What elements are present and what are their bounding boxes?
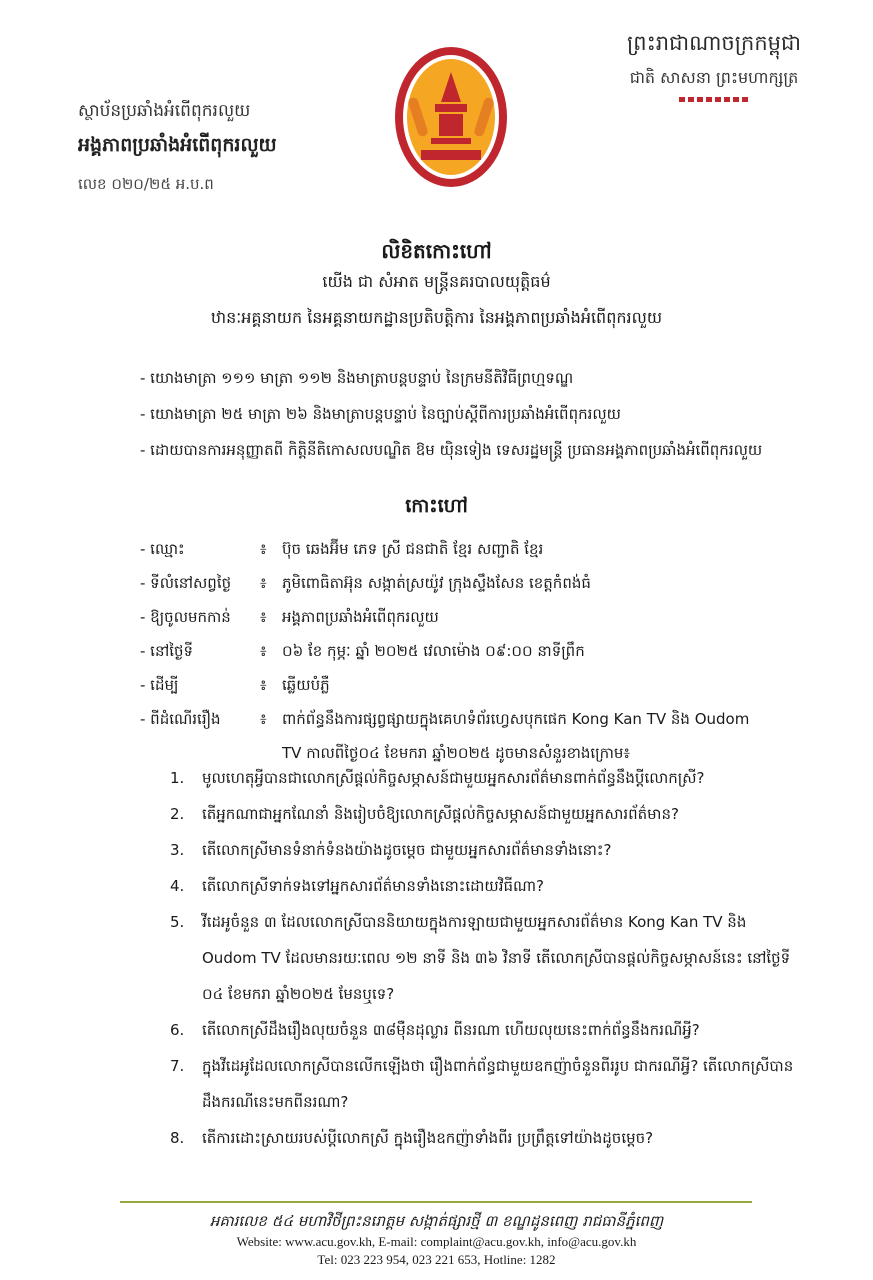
question-text: តើអ្នកណាជាអ្នកណែនាំ និងរៀបចំឱ្យលោកស្រីផ្ដល់កិច្ចសម្ភាសន៍ជាមួយអ្នកសារព័ត៌មាន? <box>202 805 679 823</box>
footer-web-email: Website: www.acu.gov.kh, E-mail: complaint@acu.gov.kh, info@acu.gov.kh <box>236 1234 637 1249</box>
question-item <box>170 832 795 868</box>
date-value: ០៦ ខែ កុម្ភៈ ឆ្នាំ ២០២៥ វេលាម៉ោង ០៩:០០ នាទីព្រឹក <box>282 642 585 660</box>
question-list <box>170 760 795 1156</box>
question-text: តើលោកស្រីទាក់ទងទៅអ្នកសារព័ត៌មានទាំងនោះដោយវិធីណា? <box>202 877 545 895</box>
name-value: ប៊ុច ឆេងអ៊ីម ភេទ ស្រី ជនជាតិ ខ្មែរ សញ្ជាតិ ខ្មែរ <box>282 540 544 558</box>
question-number: 5. <box>170 913 185 931</box>
date-label: - នៅថ្ងៃទី <box>140 642 194 660</box>
question-text: ក្នុងវីដេអូដែលលោកស្រីបានលើកឡើងថា រឿងពាក់ព័ន្ធជាមួយឧកញ៉ាចំនួនពីររូប ជាករណីអ្វី? តើលោកស្រីបានដឹងករណីនេះមកពីនរណា? <box>202 1057 794 1111</box>
purpose-row <box>140 668 800 702</box>
question-item <box>170 904 795 1012</box>
national-motto: ជាតិ សាសនា ព្រះមហាក្សត្រ <box>629 68 799 87</box>
legal-bases <box>140 360 790 468</box>
reference-number: លេខ ០២០/២៥ អ.ប.ព <box>78 175 214 193</box>
purpose-value: ឆ្លើយបំភ្លឺ <box>282 676 330 694</box>
question-text: តើការដោះស្រាយរបស់ប្ដីលោកស្រី ក្នុងរឿងឧកញ៉ាទាំងពីរ ប្រព្រឹត្តទៅយ៉ាងដូចម្ដេច? <box>202 1129 654 1147</box>
question-number: 1. <box>170 769 185 787</box>
destination-value: អង្គភាពប្រឆាំងអំពើពុករលួយ <box>282 608 439 626</box>
name-label: - ឈ្មោះ <box>140 540 185 558</box>
footer-phone: Tel: 023 223 954, 023 221 653, Hotline: 1282 <box>317 1252 556 1267</box>
destination-label: - ឱ្យចូលមកកាន់ <box>140 608 231 626</box>
question-item <box>170 868 795 904</box>
agency-header <box>78 100 277 197</box>
question-item <box>170 796 795 832</box>
motto-ornament <box>679 97 749 102</box>
question-text: តើលោកស្រីដឹងរឿងលុយចំនួន ៣៨ម៉ឺនដុល្លារ ពីនរណា ហើយលុយនេះពាក់ព័ន្ធនឹងករណីអ្វី? <box>202 1021 700 1039</box>
destination-row <box>140 600 800 634</box>
address-row <box>140 566 800 600</box>
question-item <box>170 1012 795 1048</box>
matter-label: - ពីដំណើររឿង <box>140 710 221 728</box>
matter-line-1: ពាក់ព័ន្ធនឹងការផ្សព្វផ្សាយក្នុងគេហទំព័រហ្វេសបុកផេក Kong Kan TV និង Oudom <box>282 710 750 728</box>
date-row <box>140 634 800 668</box>
address-value: ភូមិពោធិតាអ៊ុន សង្កាត់ស្រយ៉ូវ ក្រុងស្ទឹងសែន ខេត្តកំពង់ធំ <box>282 574 591 592</box>
legal-basis-item: - យោងមាត្រា ២៥ មាត្រា ២៦ និងមាត្រាបន្តបន្ទាប់ នៃច្បាប់ស្តីពីការប្រឆាំងអំពើពុករលួយ <box>140 405 621 423</box>
question-number: 6. <box>170 1021 185 1039</box>
question-number: 8. <box>170 1129 185 1147</box>
footer-address: អគារលេខ ៥៤ មហាវិថីព្រះនរោត្តម សង្កាត់ផ្សារថ្មី ៣ ខណ្ឌដូនពេញ រាជធានីភ្នំពេញ <box>209 1212 664 1230</box>
question-number: 4. <box>170 877 185 895</box>
kingdom-header <box>627 30 801 102</box>
colon: ៖ <box>260 540 267 558</box>
kingdom-title: ព្រះរាជាណាចក្រកម្ពុជា <box>626 31 801 55</box>
legal-basis-item: - យោងមាត្រា ១១១ មាត្រា ១១២ និងមាត្រាបន្តបន្ទាប់ នៃក្រមនីតិវិធីព្រហ្មទណ្ឌ <box>140 369 574 387</box>
colon: ៖ <box>260 710 267 728</box>
address-label: - ទីលំនៅសព្វថ្ងៃ <box>140 574 232 592</box>
unit-name: អង្គភាពប្រឆាំងអំពើពុករលួយ <box>78 134 277 156</box>
question-text: វីដេអូចំនួន ៣ ដែលលោកស្រីបាននិយាយក្នុងការឡាយជាមួយអ្នកសារព័ត៌មាន Kong Kan TV និង Oudom TV ដែលមានរយៈពេល ១២ នាទី និង ៣៦ វិនាទី តើលោកស្រីបានផ្ដល់កិច្ចសម្ភាសន៍នេះ នៅថ្ងៃទី ០៤ ខែមករា ឆ្នាំ២០២៥ មែនឬទេ? <box>202 913 791 1003</box>
question-number: 7. <box>170 1057 185 1075</box>
issuer-line: យើង ជា សំអាត មន្រ្តីនគរបាលយុត្តិធម៌ <box>322 272 551 291</box>
summons-subtitle: កោះហៅ <box>405 495 468 517</box>
summons-details <box>140 532 800 770</box>
question-item <box>170 760 795 796</box>
matter-line-2: TV កាលពីថ្ងៃ០៤ ខែមករា ឆ្នាំ២០២៥ ដូចមានសំនួរខាងក្រោម៖ <box>282 744 631 762</box>
name-row <box>140 532 800 566</box>
colon: ៖ <box>260 676 267 694</box>
footer-divider <box>120 1201 752 1203</box>
colon: ៖ <box>260 608 267 626</box>
document-title: លិខិតកោះហៅ <box>381 239 492 263</box>
question-text: តើលោកស្រីមានទំនាក់ទំនងយ៉ាងដូចម្ដេច ជាមួយអ្នកសារព័ត៌មានទាំងនោះ? <box>202 841 612 859</box>
question-number: 3. <box>170 841 185 859</box>
question-item <box>170 1120 795 1156</box>
question-item <box>170 1048 795 1120</box>
question-text: មូលហេតុអ្វីបានជាលោកស្រីផ្ដល់កិច្ចសម្ភាសន៍ជាមួយអ្នកសារព័ត៌មានពាក់ព័ន្ធនឹងប្ដីលោកស្រី? <box>202 769 705 787</box>
institution-name: ស្ថាប័នប្រឆាំងអំពើពុករលួយ <box>78 101 251 121</box>
colon: ៖ <box>260 574 267 592</box>
purpose-label: - ដើម្បី <box>140 676 179 694</box>
legal-basis-item: - ដោយបានការអនុញ្ញាតពី កិត្តិនីតិកោសលបណ្ឌិត ឱម យ៉ិនទៀង ទេសរដ្ឋមន្ត្រី ប្រធានអង្គភាពប្រឆាំងអំពើពុករលួយ <box>140 441 763 459</box>
issuer-position: ឋានៈអគ្គនាយក នៃអគ្គនាយកដ្ឋានប្រតិបត្តិការ នៃអង្គភាពប្រឆាំងអំពើពុករលួយ <box>210 308 663 327</box>
acu-emblem-logo <box>391 42 511 192</box>
colon: ៖ <box>260 642 267 660</box>
question-number: 2. <box>170 805 185 823</box>
